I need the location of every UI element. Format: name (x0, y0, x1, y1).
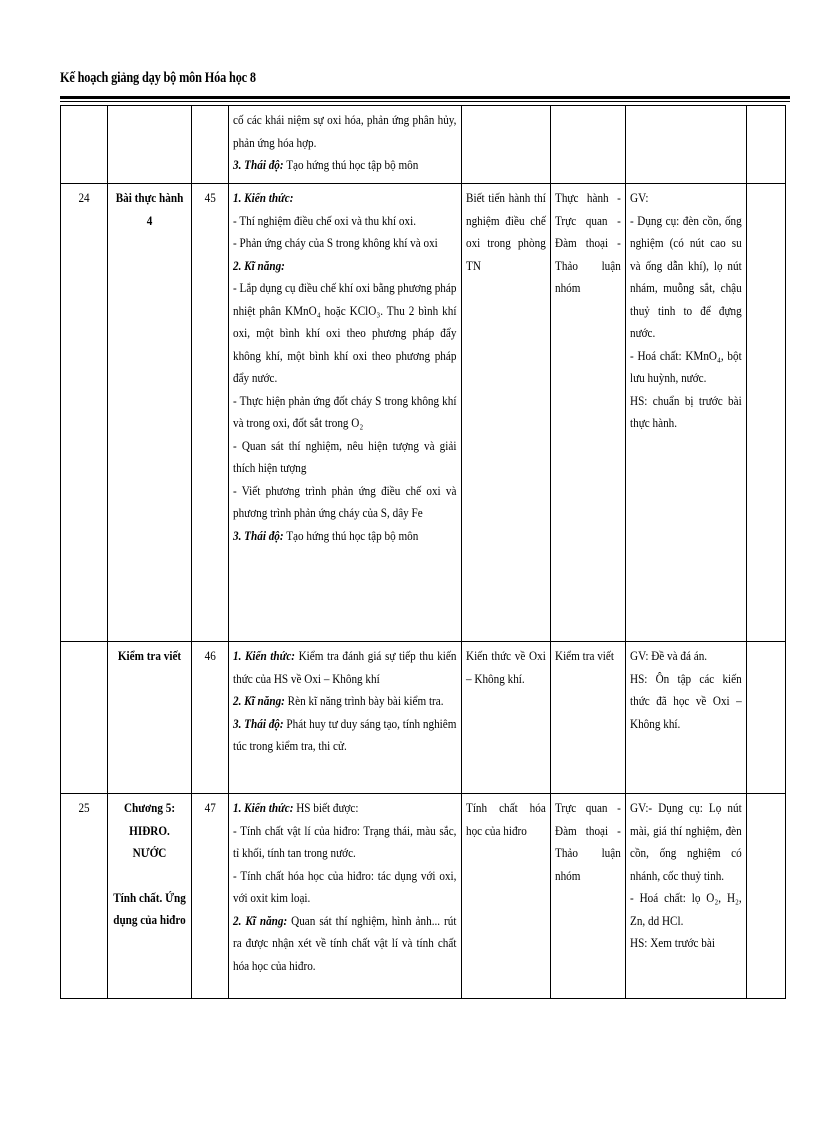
prep-cell: GV: Đề và đá án. HS: Ôn tập các kiến thức đã học về Oxi – Không khí. (626, 642, 747, 794)
objectives-cell: 1. Kiến thức: Kiểm tra đánh giá sự tiếp thu kiến thức của HS về Oxi – Không khí 2. Kĩ năng: Rèn kĩ năng trình bày bài kiểm tra. 3. Thái độ: Phát huy tư duy sáng tạo, tính nghiêm túc trong kiểm tra, thi cử. (229, 642, 462, 794)
note-cell (747, 184, 786, 642)
objectives-cell: cố các khái niệm sự oxi hóa, phản ứng phân hủy, phản ứng hóa hợp. 3. Thái độ: Tạo hứng thú học tập bộ môn (229, 106, 462, 184)
header-rule (60, 96, 790, 99)
lesson-cell (108, 106, 192, 184)
note-cell (747, 642, 786, 794)
table-row (61, 642, 786, 794)
table-row (61, 106, 786, 184)
lesson-plan-table (60, 105, 786, 999)
table-row (61, 184, 786, 642)
week-cell (61, 642, 108, 794)
note-cell (747, 794, 786, 999)
objectives-cell: 1. Kiến thức: - Thí nghiệm điều chế oxi và thu khí oxi. - Phản ứng cháy của S trong không khí và oxi 2. Kĩ năng: - Lắp dụng cụ điều chế khí oxi bằng phương pháp nhiệt phân KMnO₄ hoặc KClO₃. Thu 2 bình khí oxi, một bình khí oxi theo phương pháp đẩy không khí, một bình khí oxi theo phương pháp đẩy nước. - Thực hiện phản ứng đốt cháy S trong không khí và trong oxi, đốt sắt trong O₂ - Quan sát thí nghiệm, nêu hiện tượng và giải thích hiện tượng - Viết phương trình phản ứng điều chế oxi và phương trình phản ứng cháy của S, dây Fe 3. Thái độ: Tạo hứng thú học tập bộ môn (229, 184, 462, 642)
methods-cell: Kiểm tra viết (551, 642, 626, 794)
header-rule-thin (60, 101, 790, 102)
methods-cell: Trực quan - Đàm thoại - Thảo luận nhóm (551, 794, 626, 999)
page-header-title: Kế hoạch giảng dạy bộ môn Hóa học 8 (60, 70, 256, 86)
period-cell: 45 (192, 184, 229, 642)
note-cell (747, 106, 786, 184)
table-row (61, 794, 786, 999)
period-cell: 47 (192, 794, 229, 999)
lesson-cell: Chương 5: HIĐRO. NƯỚC Tính chất. Ứng dụng của hiđro (108, 794, 192, 999)
week-cell: 25 (61, 794, 108, 999)
period-cell (192, 106, 229, 184)
focus-cell: Biết tiến hành thí nghiệm điều chế oxi trong phòng TN (462, 184, 551, 642)
methods-cell (551, 106, 626, 184)
week-cell (61, 106, 108, 184)
prep-cell: GV: - Dụng cụ: đèn cồn, ống nghiệm (có nút cao su và ống dẫn khí), lọ nút nhám, muỗng sắt, chậu thuỷ tinh to để đựng nước. - Hoá chất: KMnO₄, bột lưu huỳnh, nước. HS: chuẩn bị trước bài thực hành. (626, 184, 747, 642)
lesson-cell: Kiểm tra viết (108, 642, 192, 794)
week-cell: 24 (61, 184, 108, 642)
prep-cell (626, 106, 747, 184)
period-cell: 46 (192, 642, 229, 794)
prep-cell: GV:- Dụng cụ: Lọ nút mài, giá thí nghiệm, đèn cồn, ống nghiệm có nhánh, cốc thuỷ tinh. - Hoá chất: lọ O₂, H₂, Zn, dd HCl. HS: Xem trước bài (626, 794, 747, 999)
methods-cell: Thực hành - Trực quan - Đàm thoại - Thảo luận nhóm (551, 184, 626, 642)
lesson-cell: Bài thực hành 4 (108, 184, 192, 642)
focus-cell: Kiến thức về Oxi – Không khí. (462, 642, 551, 794)
objectives-cell: 1. Kiến thức: HS biết được: - Tính chất vật lí của hiđro: Trạng thái, màu sắc, tỉ khối, tính tan trong nước. - Tính chất hóa học của hiđro: tác dụng với oxi, với oxit kim loại. 2. Kĩ năng: Quan sát thí nghiệm, hình ảnh... rút ra được nhận xét về tính chất vật lí và tính chất hóa học của hiđro. (229, 794, 462, 999)
focus-cell: Tính chất hóa học của hiđro (462, 794, 551, 999)
focus-cell (462, 106, 551, 184)
